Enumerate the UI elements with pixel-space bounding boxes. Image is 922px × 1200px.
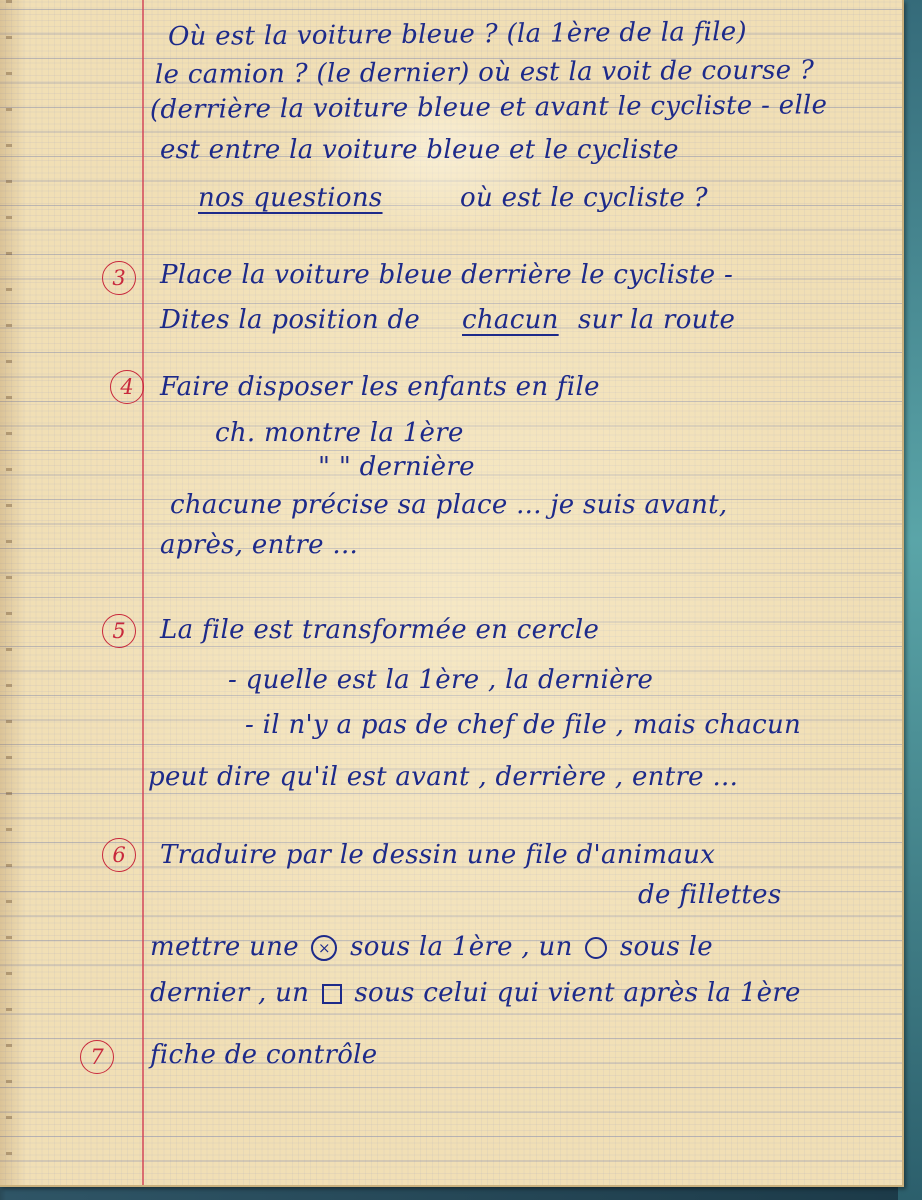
- text-line-15: - quelle est la 1ère , la dernière: [228, 665, 654, 695]
- text-line-11: " " dernière: [318, 452, 475, 482]
- text-line-6: où est le cycliste ?: [460, 183, 708, 213]
- text-line-20: [150, 932, 713, 962]
- text-line-20a: mettre une: [150, 932, 299, 962]
- cross-circle-icon: ×: [311, 935, 337, 961]
- marker-3: 3: [102, 261, 136, 295]
- text-line-4: est entre la voiture bleue et le cycliste: [160, 135, 679, 165]
- text-line-20b: sous la 1ère: [350, 932, 513, 962]
- text-line-13: après, entre ...: [160, 530, 359, 560]
- text-line-19: de fillettes: [638, 880, 782, 910]
- text-line-16: - il n'y a pas de chef de file , mais chacun: [245, 710, 802, 740]
- text-line-10: ch. montre la 1ère: [215, 418, 464, 448]
- text-line-9: Faire disposer les enfants en file: [160, 372, 600, 402]
- text-line-17: peut dire qu'il est avant , derrière , entre ...: [148, 762, 739, 792]
- text-line-8c: sur la route: [578, 305, 736, 335]
- text-line-21a: dernier , un: [150, 978, 310, 1008]
- marker-6: 6: [102, 838, 136, 872]
- text-line-14: La file est transformée en cercle: [160, 615, 600, 645]
- text-line-20c: , un: [521, 932, 573, 962]
- margin-line: [142, 0, 144, 1185]
- text-line-2: le camion ? (le dernier) où est la voit de course ?: [154, 55, 815, 90]
- text-line-7: Place la voiture bleue derrière le cycliste -: [160, 260, 734, 290]
- text-line-20d: sous le: [619, 932, 713, 962]
- text-line-8b: chacun: [462, 305, 559, 335]
- text-line-1: Où est la voiture bleue ? (la 1ère de la file): [167, 16, 748, 52]
- text-line-18: Traduire par le dessin une file d'animaux: [160, 840, 716, 870]
- text-line-22: fiche de contrôle: [150, 1040, 378, 1070]
- text-line-12: chacune précise sa place ... je suis avant,: [170, 490, 728, 520]
- marker-7: 7: [80, 1040, 114, 1074]
- text-line-5: nos questions: [198, 183, 383, 213]
- marker-4: 4: [110, 370, 144, 404]
- marker-5: 5: [102, 614, 136, 648]
- text-line-8: Dites la position de: [160, 305, 421, 335]
- binding-edge: [6, 0, 12, 1185]
- circle-icon: [585, 937, 607, 959]
- text-line-3: (derrière la voiture bleue et avant le cycliste - elle: [149, 90, 828, 125]
- text-line-21b: sous celui qui vient après la 1ère: [354, 978, 801, 1008]
- square-icon: [322, 984, 342, 1004]
- text-line-21: [150, 978, 801, 1008]
